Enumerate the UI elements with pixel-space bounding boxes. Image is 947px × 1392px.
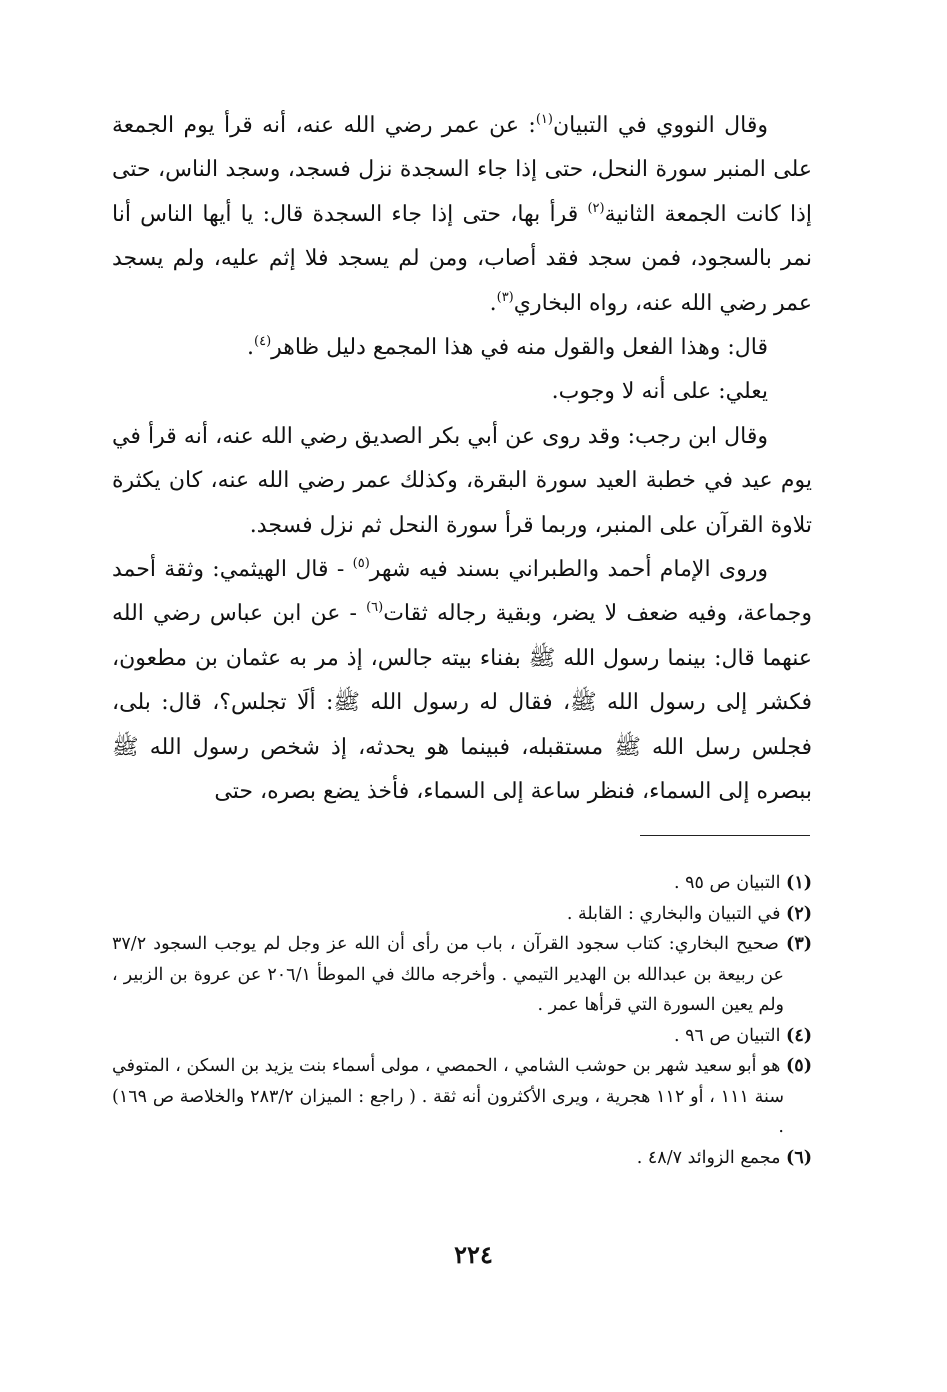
footnote-text: هو أبو سعيد شهر بن حوشب الشامي ، الحمصي ، مولى أسماء بنت يزيد بن السكن ، المتوفي سنة ١١١ ، أو ١١٢ هجرية ، ويرى الأكثرون أنه ثقة . ( راجع : الميزان ٢٨٣/٢ والخلاصة ص ١٦٩) . (112, 1056, 784, 1137)
paragraph-ahmad: وروى الإمام أحمد والطبراني بسند فيه شهر$^{(٥)}$ - قال الهيثمي: وثقة أحمد وجماعة، وفيه ضعف لا يضر، وبقية رجاله ثقات$^{(٦)}$ - عن ابن عباس رضي الله عنهما قال: بينما رسول الله ﷺ بفناء بيته جالس، إذ مر به عثمان بن مطعون، فكشر إلى رسول الله ﷺ، فقال له رسول الله ﷺ: ألَا تجلس؟، قال: بلى، فجلس رسل الله ﷺ مستقبله، فبينما هو يحدثه، إذ شخص رسول الله ﷺ ببصره إلى السماء، فنظر ساعة إلى السماء، فأخذ يضع بصره، حتى (112, 556, 812, 805)
footnote-text: التبيان ص ٩٥ . (673, 873, 781, 893)
paragraph-ibn-rajab: وقال ابن رجب: وقد روى عن أبي بكر الصديق رضي الله عنه، أنه قرأ في يوم عيد في خطبة العيد سورة البقرة، وكذلك عمر رضي الله عنه، كان يكثرة تلاوة القرآن على المنبر، وربما قرأ سورة النحل ثم نزل فسجد. (112, 423, 812, 538)
footnotes (112, 868, 812, 1173)
footnote-2 (112, 899, 812, 930)
main-text (112, 104, 812, 815)
footnote-number: (١) (786, 873, 812, 893)
footnote-reference: (٢) (587, 200, 605, 216)
footnote-number: (٣) (786, 934, 812, 954)
page-number: ٢٢٤ (454, 1240, 493, 1269)
footnote-text: مجمع الزوائد ٤٨/٧ . (636, 1147, 781, 1168)
footnote-text: صحيح البخاري: كتاب سجود القرآن ، باب من رأى أن الله عز وجل لم يوجب السجود ٣٧/٢ عن ربيعة بن عبدالله بن الهدير التيمي . وأخرجه مالك في الموطأ ٢٠٦/١ عن عروة بن الزبير ، ولم يعين السورة التي قرأها عمر . (112, 934, 784, 1015)
paragraph-nawawi: وقال النووي في التبيان$^{(١)}$: عن عمر رضي الله عنه، أنه قرأ يوم الجمعة على المنبر سورة النحل، حتى إذا جاء السجدة نزل فسجد، وسجد الناس، حتى إذا كانت الجمعة الثانية$^{(٢)}$ قرأ بها، حتى إذا جاء السجدة قال: يا أيها الناس أنا نمر بالسجود، فمن سجد فقد أصاب، ومن لم يسجد فلا إثم عليه، ولم يسجد عمر رضي الله عنه، رواه البخاري$^{(٣)}$. (112, 112, 812, 316)
footnote-4 (112, 1021, 812, 1052)
footnote-text: في التبيان والبخاري : القابلة . (566, 903, 781, 924)
footnote-divider (640, 835, 810, 836)
footnote-reference: (٣) (496, 289, 514, 305)
footnote-number: (٥) (786, 1056, 812, 1076)
footnote-number: (٦) (786, 1147, 812, 1168)
footnote-reference: (٤) (254, 334, 272, 350)
footnote-reference: (١) (535, 112, 553, 127)
footnote-6 (112, 1143, 812, 1174)
paragraph-qala: قال: وهذا الفعل والقول منه في هذا المجمع دليل ظاهر$^{(٤)}$. (247, 334, 768, 361)
paragraph-yani: يعلي: على أنه لا وجوب. (551, 379, 768, 405)
footnote-3 (112, 929, 812, 1021)
footnote-text: التبيان ص ٩٦ . (673, 1025, 781, 1046)
footnote-reference: (٦) (366, 600, 384, 616)
footnote-number: (٤) (786, 1025, 812, 1046)
footnote-5 (112, 1051, 812, 1143)
footnote-number: (٢) (786, 903, 812, 924)
footnote-reference: (٥) (352, 556, 370, 572)
footnote-1 (112, 868, 812, 899)
